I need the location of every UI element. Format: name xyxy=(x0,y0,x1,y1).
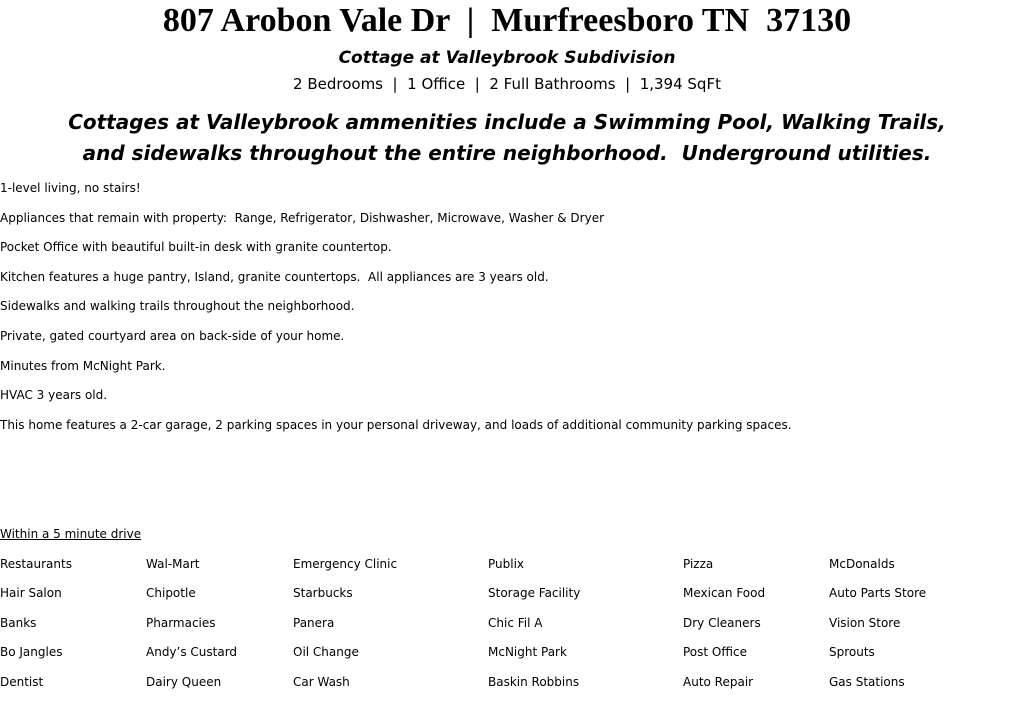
nearby-item: Auto Repair xyxy=(683,675,754,689)
property-specs: 2 Bedrooms | 1 Office | 2 Full Bathrooms | 1,394 SqFt xyxy=(293,75,721,93)
nearby-item: Emergency Clinic xyxy=(293,557,398,571)
nearby-item: Publix xyxy=(488,557,525,571)
nearby-item: Bo Jangles xyxy=(0,645,63,659)
nearby-item: Chic Fil A xyxy=(488,616,543,630)
nearby-item: Hair Salon xyxy=(0,586,62,600)
nearby-item: Sprouts xyxy=(829,645,875,659)
feature-item: Sidewalks and walking trails throughout the neighborhood. xyxy=(0,299,355,314)
nearby-item: Mexican Food xyxy=(683,586,766,600)
feature-list xyxy=(0,179,1014,445)
amenities-line: Cottages at Valleybrook ammenities include a Swimming Pool, Walking Trails, xyxy=(68,110,946,134)
nearby-item: Restaurants xyxy=(0,557,72,571)
feature-item: Appliances that remain with property: Range, Refrigerator, Dishwasher, Microwave, Washer & Dryer xyxy=(0,210,605,225)
nearby-item: Auto Parts Store xyxy=(829,586,927,600)
address-heading: 807 Arobon Vale Dr | Murfreesboro TN 37130 xyxy=(162,2,852,39)
nearby-row xyxy=(0,584,1014,602)
nearby-item: Starbucks xyxy=(293,586,353,600)
feature-item: 1-level living, no stairs! xyxy=(0,181,141,195)
nearby-item: McNight Park xyxy=(488,645,567,659)
feature-item: Minutes from McNight Park. xyxy=(0,358,166,373)
nearby-item: Storage Facility xyxy=(488,586,581,600)
nearby-item: Pharmacies xyxy=(146,616,216,630)
nearby-item: Car Wash xyxy=(293,675,350,689)
feature-item: HVAC 3 years old. xyxy=(0,388,108,403)
nearby-item: McDonalds xyxy=(829,557,895,571)
nearby-row xyxy=(0,643,1014,661)
nearby-item: Panera xyxy=(293,616,335,630)
nearby-row xyxy=(0,673,1014,691)
nearby-item: Wal-Mart xyxy=(146,557,200,571)
nearby-item: Chipotle xyxy=(146,586,196,600)
feature-item: Pocket Office with beautiful built-in desk with granite countertop. xyxy=(0,240,392,255)
feature-item: Private, gated courtyard area on back-side of your home. xyxy=(0,328,345,343)
nearby-item: Baskin Robbins xyxy=(488,675,580,689)
nearby-item: Dry Cleaners xyxy=(683,616,761,630)
nearby-row xyxy=(0,555,1014,573)
nearby-item: Oil Change xyxy=(293,645,359,659)
nearby-item: Dentist xyxy=(0,675,44,689)
nearby-item: Banks xyxy=(0,616,37,630)
nearby-item: Post Office xyxy=(683,645,747,659)
amenities-statement xyxy=(0,107,1014,169)
nearby-item: Gas Stations xyxy=(829,675,905,689)
amenities-line: and sidewalks throughout the entire neighborhood. Underground utilities. xyxy=(82,141,932,165)
nearby-item: Vision Store xyxy=(829,616,901,630)
nearby-item: Dairy Queen xyxy=(146,675,222,689)
feature-item: This home features a 2-car garage, 2 parking spaces in your personal driveway, and loads of additional community parking spaces. xyxy=(0,417,792,432)
nearby-heading: Within a 5 minute drive xyxy=(0,527,142,541)
nearby-row xyxy=(0,614,1014,632)
feature-item: Kitchen features a huge pantry, Island, granite countertops. All appliances are 3 years old. xyxy=(0,269,549,284)
subdivision-subtitle: Cottage at Valleybrook Subdivision xyxy=(338,48,676,68)
nearby-item: Pizza xyxy=(683,557,714,571)
nearby-item: Andy’s Custard xyxy=(146,645,238,659)
